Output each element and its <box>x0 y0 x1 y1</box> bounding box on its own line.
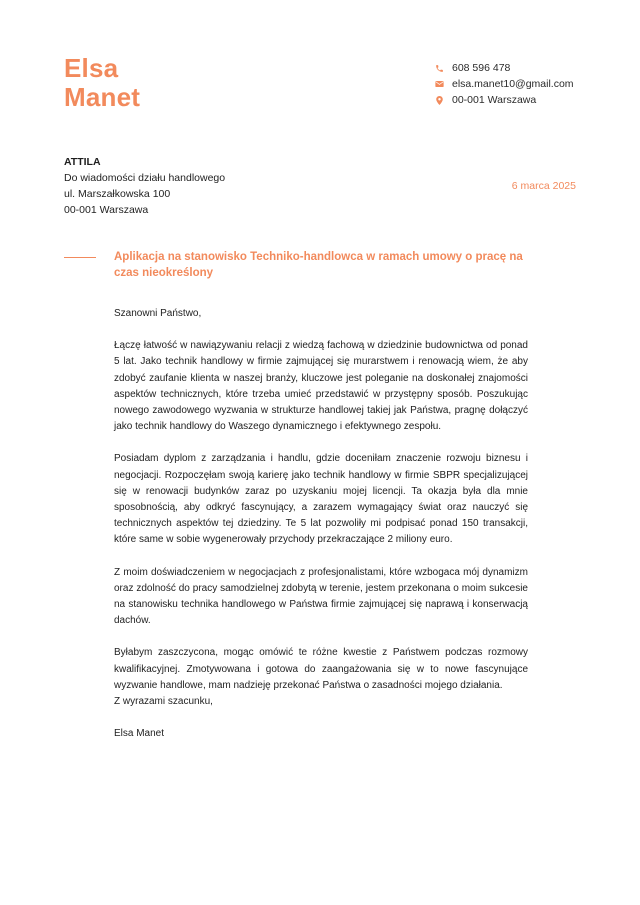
first-name: Elsa <box>64 53 119 83</box>
letter-greeting: Szanowni Państwo, <box>114 308 202 319</box>
location-pin-icon <box>434 95 444 105</box>
applicant-name <box>64 54 140 112</box>
contact-phone-row <box>434 60 574 76</box>
subject-divider <box>64 257 96 258</box>
phone-number: 608 596 478 <box>452 62 511 74</box>
letter-paragraph-2: Posiadam dyplom z zarządzania i handlu, gdzie doceniłam znaczenie rozwoju biznesu i negocjacji. Rozpoczęłam swoją karierę jako technik handlowy w firmie SBPR specjalizującej się w renowacji budynków zaraz po uzyskaniu mojej licencji. Ta okazja była dla mnie sposobnością, aby odkryć fascynujący, a zarazem wymagający świat oraz nauczyć się technicznych aspektów tej dziedziny. Te 5 lat pozwoliły mi podpisać ponad 150 transakcji, które same w sobie wygenerowały przychody przekraczające 2 miliony euro. <box>114 453 528 546</box>
letter-date: 6 marca 2025 <box>511 180 576 192</box>
contact-address-row <box>434 92 574 108</box>
recipient-company: ATTILA <box>64 156 101 168</box>
recipient-line-2: ul. Marszałkowska 100 <box>64 188 171 200</box>
letter-paragraph-3: Z moim doświadczeniem w negocjacjach z profesjonalistami, które wzbogaca mój dynamizm oraz zdolność do pracy samodzielnej zdobytą w terenie, jestem przekonana o moim sukcesie na stanowisku technika handlowego w Państwa firmie zajmującej się naprawą i konserwacją dachów. <box>114 566 528 627</box>
postal-address: 00-001 Warszawa <box>452 94 537 106</box>
email-address: elsa.manet10@gmail.com <box>452 78 574 90</box>
letter-closing: Z wyrazami szacunku, <box>114 696 213 708</box>
recipient-line-3: 00-001 Warszawa <box>64 204 149 216</box>
letter-signature: Elsa Manet <box>114 728 165 740</box>
last-name: Manet <box>64 82 141 112</box>
mail-icon <box>434 79 444 89</box>
contact-block <box>434 60 574 108</box>
letter-body <box>114 306 528 742</box>
recipient-line-1: Do wiadomości działu handlowego <box>64 172 226 184</box>
letter-paragraph-1: Łączę łatwość w nawiązywaniu relacji z wiedzą fachową w dziedzinie budownictwa od ponad 5 lat. Jako technik handlowy w firmie zajmującej się murarstwem i renowacją wiem, że aby zdobyć zaufanie klienta w naszej branży, kluczowe jest poleganie na doskonałej znajomości aspektów technicznych, które trzeba umieć przedstawić w przystępny sposób. Poszukując nowego zawodowego wyzwania w strukturze handlowej takiej jak Państwa, pragnę dołączyć jako technik handlowy do Waszego dynamicznego i efektywnego zespołu. <box>114 340 528 433</box>
recipient-block <box>64 154 225 218</box>
contact-email-row <box>434 76 574 92</box>
phone-icon <box>434 63 444 73</box>
letter-subject: Aplikacja na stanowisko Techniko-handlowca w ramach umowy o pracę na czas nieokreślony <box>114 251 523 279</box>
letter-paragraph-4: Byłabym zaszczycona, mogąc omówić te różne kwestie z Państwem podczas rozmowy kwalifikacyjnej. Zmotywowana i gotowa do zaangażowania się w to nowe fascynujące wyzwanie handlowe, mam nadzieję przekonać Państwa o zasadności mojego działania. <box>114 647 528 691</box>
